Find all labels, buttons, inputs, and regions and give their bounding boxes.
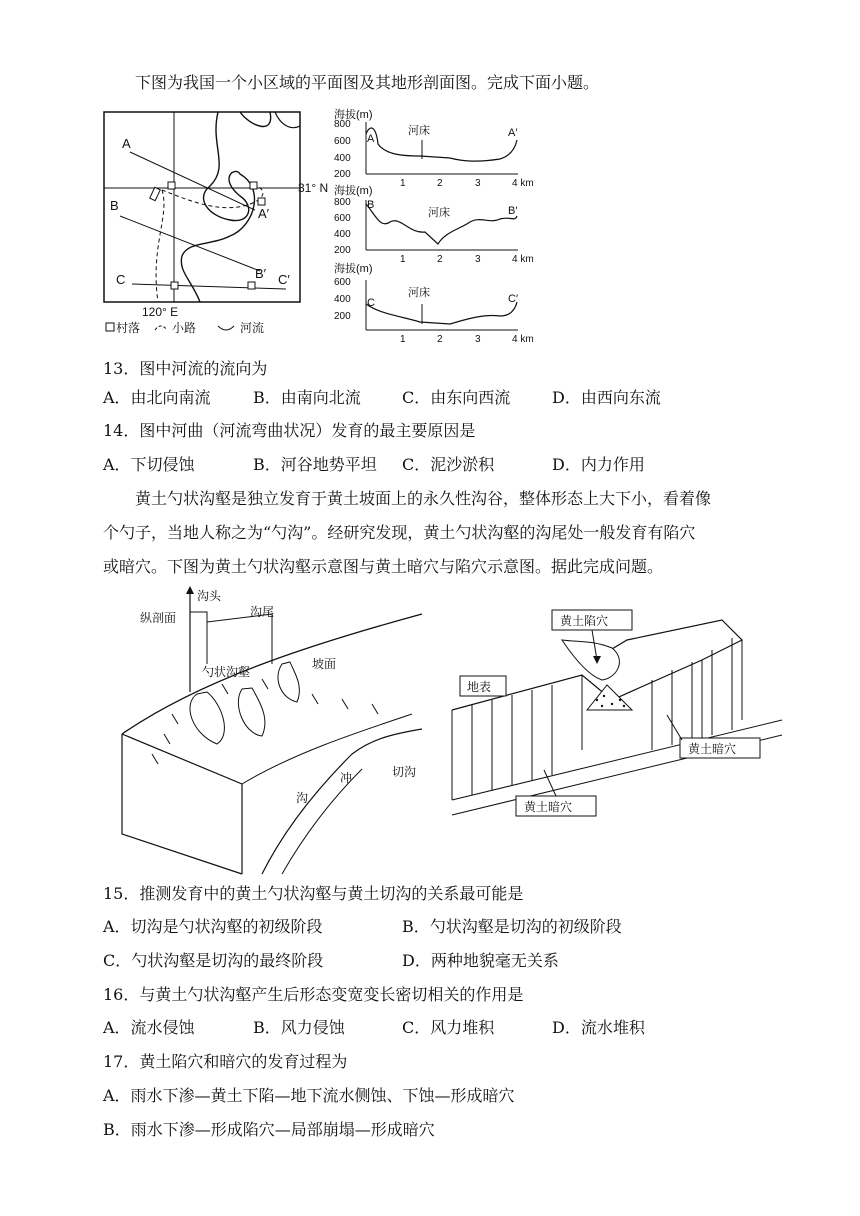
q14-option-a: A．下切侵蚀	[103, 455, 195, 474]
svg-text:村落: 村落	[116, 321, 141, 335]
svg-text:切沟: 切沟	[392, 765, 417, 779]
svg-text:2: 2	[437, 334, 443, 345]
spoon-gully-diagram	[112, 584, 442, 884]
svg-text:河床: 河床	[428, 207, 450, 219]
svg-text:沟: 沟	[296, 791, 309, 805]
question-13-stem: 13．图中河流的流向为	[103, 359, 268, 378]
q13-option-b: B．由南向北流	[253, 388, 361, 407]
intro-text-1: 下图为我国一个小区域的平面图及其地形剖面图。完成下面小题。	[135, 73, 600, 92]
q13-option-c: C．由东向西流	[402, 388, 511, 407]
q16-option-b: B．风力侵蚀	[253, 1018, 345, 1037]
svg-text:勺状沟壑: 勺状沟壑	[202, 665, 251, 679]
svg-text:C: C	[367, 297, 375, 309]
svg-text:200: 200	[334, 169, 351, 180]
svg-text:1: 1	[400, 334, 406, 345]
question-15-stem: 15．推测发育中的黄土勺状沟壑与黄土切沟的关系最可能是	[103, 884, 524, 903]
svg-text:200: 200	[334, 245, 351, 256]
svg-text:黄土陷穴: 黄土陷穴	[560, 614, 609, 628]
svg-text:A: A	[122, 136, 131, 151]
svg-text:3: 3	[475, 178, 481, 189]
svg-text:地表: 地表	[467, 680, 492, 694]
question-14-stem: 14．图中河曲（河流弯曲状况）发育的最主要原因是	[103, 421, 476, 440]
loess-sinkhole-diagram	[452, 600, 782, 840]
q13-option-d: D．由西向东流	[552, 388, 661, 407]
svg-text:C: C	[116, 272, 126, 287]
svg-text:1: 1	[400, 254, 406, 265]
svg-text:B′: B′	[508, 205, 518, 217]
q14-option-d: D．内力作用	[552, 455, 645, 474]
svg-text:3: 3	[475, 334, 481, 345]
svg-text:400: 400	[334, 153, 351, 164]
q14-option-c: C．泥沙淤积	[402, 455, 495, 474]
svg-text:B: B	[110, 198, 119, 213]
svg-text:海拔(m): 海拔(m)	[334, 185, 373, 197]
q16-option-c: C．风力堆积	[402, 1018, 495, 1037]
q14-option-b: B．河谷地势平坦	[253, 455, 377, 474]
svg-text:C′: C′	[508, 293, 519, 305]
svg-text:黄土暗穴: 黄土暗穴	[524, 800, 573, 814]
svg-text:河流: 河流	[240, 321, 265, 335]
svg-text:沟尾: 沟尾	[250, 605, 275, 619]
svg-text:800: 800	[334, 197, 351, 208]
svg-text:800: 800	[334, 119, 351, 130]
q16-option-d: D．流水堆积	[552, 1018, 645, 1037]
q15-option-a: A．切沟是勺状沟壑的初级阶段	[103, 917, 323, 936]
svg-text:4 km: 4 km	[512, 178, 534, 189]
svg-text:400: 400	[334, 294, 351, 305]
svg-text:B: B	[367, 199, 375, 211]
svg-text:黄土暗穴: 黄土暗穴	[688, 742, 737, 756]
plan-map	[100, 106, 330, 336]
svg-text:海拔(m): 海拔(m)	[334, 109, 373, 121]
svg-text:河床: 河床	[408, 287, 430, 299]
svg-text:A′: A′	[508, 127, 518, 139]
svg-text:小路: 小路	[172, 321, 197, 335]
intro-text-2-line-2: 个勺子，当地人称之为“勺沟”。经研究发现，黄土勺状沟壑的沟尾处一般发育有陷穴	[103, 523, 696, 542]
svg-text:河床: 河床	[408, 125, 430, 137]
svg-text:1: 1	[400, 178, 406, 189]
svg-text:3: 3	[475, 254, 481, 265]
svg-text:4 km: 4 km	[512, 254, 534, 265]
svg-text:A′: A′	[258, 206, 270, 221]
question-17-stem: 17．黄土陷穴和暗穴的发育过程为	[103, 1052, 348, 1071]
svg-text:2: 2	[437, 178, 443, 189]
svg-text:400: 400	[334, 229, 351, 240]
q15-option-c: C．勺状沟壑是切沟的最终阶段	[103, 951, 324, 970]
svg-text:600: 600	[334, 213, 351, 224]
intro-text-2-line-3: 或暗穴。下图为黄土勺状沟壑示意图与黄土暗穴与陷穴示意图。据此完成问题。	[103, 557, 664, 576]
terrain-profiles	[330, 104, 560, 344]
q17-option-a: A．雨水下渗—黄土下陷—地下流水侧蚀、下蚀—形成暗穴	[103, 1086, 515, 1105]
svg-text:纵剖面: 纵剖面	[140, 611, 177, 625]
svg-text:200: 200	[334, 311, 351, 322]
svg-text:A: A	[367, 133, 375, 145]
question-16-stem: 16．与黄土勺状沟壑产生后形态变宽变长密切相关的作用是	[103, 985, 524, 1004]
svg-text:坡面: 坡面	[312, 657, 337, 671]
svg-text:B′: B′	[255, 266, 267, 281]
svg-text:4 km: 4 km	[512, 334, 534, 345]
q17-option-b: B．雨水下渗—形成陷穴—局部崩塌—形成暗穴	[103, 1120, 435, 1139]
q15-option-d: D．两种地貌毫无关系	[402, 951, 559, 970]
q15-option-b: B．勺状沟壑是切沟的初级阶段	[402, 917, 622, 936]
svg-text:120° E: 120° E	[142, 305, 179, 319]
q13-option-a: A．由北向南流	[103, 388, 211, 407]
svg-text:冲: 冲	[340, 771, 353, 785]
q16-option-a: A．流水侵蚀	[103, 1018, 195, 1037]
intro-text-2-line-1: 黄土勺状沟壑是独立发育于黄土坡面上的永久性沟谷，整体形态上大下小，看着像	[135, 489, 712, 508]
svg-text:600: 600	[334, 136, 351, 147]
svg-text:沟头: 沟头	[197, 589, 222, 603]
svg-text:600: 600	[334, 277, 351, 288]
svg-text:31° N: 31° N	[298, 181, 329, 195]
svg-text:C′: C′	[278, 272, 290, 287]
svg-text:海拔(m): 海拔(m)	[334, 263, 373, 275]
svg-text:2: 2	[437, 254, 443, 265]
